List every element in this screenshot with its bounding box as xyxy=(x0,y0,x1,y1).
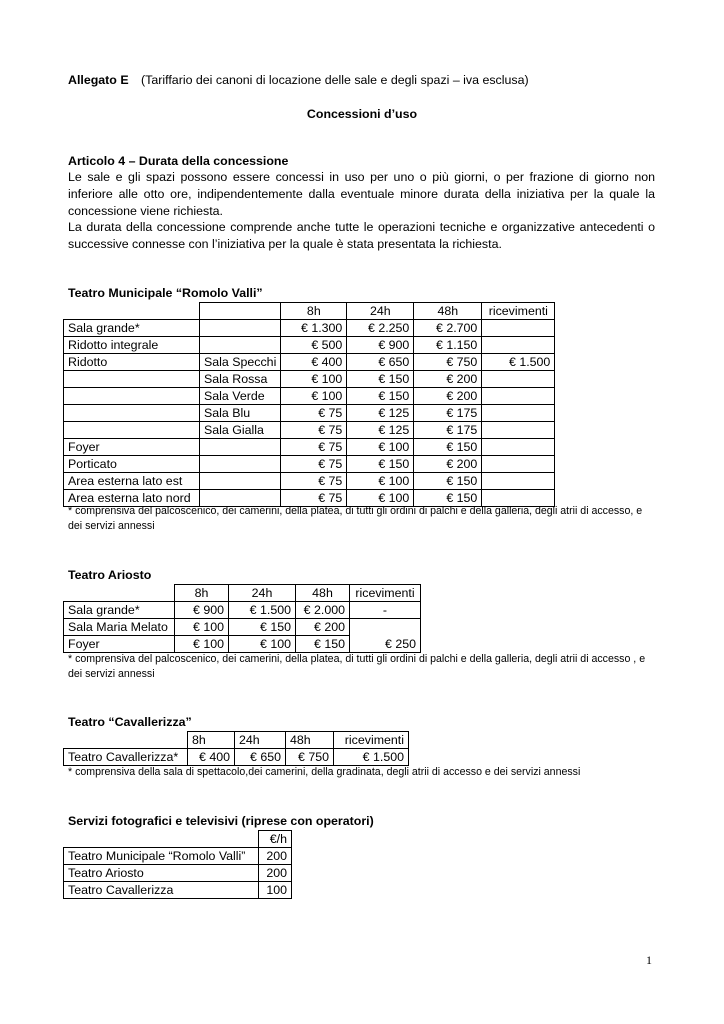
price-48h: € 150 xyxy=(414,439,482,456)
price-48h: € 150 xyxy=(414,490,482,507)
column-header: ricevimenti xyxy=(350,585,421,602)
room-name: Ridotto integrale xyxy=(64,337,200,354)
price-48h: € 2.000 xyxy=(296,602,350,619)
table-header-row xyxy=(64,585,421,602)
price-48h: € 750 xyxy=(286,749,334,766)
price-24h: € 650 xyxy=(347,354,414,371)
table-row xyxy=(64,848,292,865)
venue-name: Teatro Cavallerizza xyxy=(64,882,259,899)
price-48h: € 175 xyxy=(414,405,482,422)
page-number: 1 xyxy=(646,953,652,967)
room-name xyxy=(64,371,200,388)
article-paragraph-2: La durata della concessione comprende anche tutte le operazioni tecniche e organizzative antecedenti o successive connesse con l’iniziativa per la quale è stata presentata la richiesta. xyxy=(68,220,655,251)
table-row xyxy=(64,354,555,371)
room-name: Porticato xyxy=(64,456,200,473)
price-8h: € 75 xyxy=(281,422,347,439)
table-row xyxy=(64,619,421,636)
column-header: 8h xyxy=(281,303,347,320)
servizi-price-table xyxy=(63,830,292,899)
cavallerizza-footnote: * comprensiva della sala di spettacolo,dei camerini, della gradinata, degli atrii di accesso e dei servizi annessi xyxy=(68,766,581,778)
price-8h: € 75 xyxy=(281,405,347,422)
room-name: Sala grande* xyxy=(64,602,175,619)
price-24h: € 100 xyxy=(347,473,414,490)
venue-name: Teatro Municipale “Romolo Valli” xyxy=(64,848,259,865)
price-48h: € 200 xyxy=(414,456,482,473)
table-row xyxy=(64,456,555,473)
sub-room-name xyxy=(200,337,281,354)
sub-room-name xyxy=(200,320,281,337)
table-row xyxy=(64,422,555,439)
price-ricevimenti: - xyxy=(350,602,421,619)
room-name: Teatro Cavallerizza* xyxy=(64,749,188,766)
table-row xyxy=(64,882,292,899)
document-header xyxy=(68,73,529,87)
price-ricevimenti xyxy=(482,320,555,337)
price-48h: € 200 xyxy=(414,371,482,388)
sub-room-name: Sala Verde xyxy=(200,388,281,405)
table-row xyxy=(64,865,292,882)
table-row xyxy=(64,371,555,388)
price-24h: € 100 xyxy=(347,490,414,507)
room-name: Sala grande* xyxy=(64,320,200,337)
price-48h: € 150 xyxy=(414,473,482,490)
room-name: Ridotto xyxy=(64,354,200,371)
sub-room-name: Sala Blu xyxy=(200,405,281,422)
rate-value: 100 xyxy=(259,882,292,899)
ariosto-footnote: * comprensiva del palcoscenico, dei camerini, della platea, di tutti gli ordini di palchi e della galleria, degli atrii di accesso , e dei servizi annessi xyxy=(68,653,646,680)
price-48h: € 750 xyxy=(414,354,482,371)
price-24h: € 100 xyxy=(229,636,296,653)
price-24h: € 1.500 xyxy=(229,602,296,619)
price-24h: € 650 xyxy=(235,749,286,766)
article-heading: Articolo 4 – Durata della concessione xyxy=(68,154,289,168)
room-name xyxy=(64,405,200,422)
table-row xyxy=(64,439,555,456)
venue-name: Teatro Ariosto xyxy=(64,865,259,882)
price-ricevimenti: € 1.500 xyxy=(482,354,555,371)
price-24h: € 2.250 xyxy=(347,320,414,337)
column-header: ricevimenti xyxy=(334,732,409,749)
room-name: Area esterna lato est xyxy=(64,473,200,490)
empty-cell xyxy=(64,303,200,320)
price-ricevimenti: € 1.500 xyxy=(334,749,409,766)
price-24h: € 150 xyxy=(347,371,414,388)
table-header-row xyxy=(64,303,555,320)
sub-room-name xyxy=(200,456,281,473)
valli-footnote: * comprensiva del palcoscenico, dei camerini, della platea, di tutti gli ordini di palchi e della galleria, degli atrii di accesso, e dei servizi annessi xyxy=(68,505,643,532)
valli-price-table xyxy=(63,302,555,507)
column-header: 48h xyxy=(286,732,334,749)
price-48h: € 1.150 xyxy=(414,337,482,354)
price-48h: € 200 xyxy=(296,619,350,636)
ariosto-title: Teatro Ariosto xyxy=(68,568,152,582)
table-row xyxy=(64,602,421,619)
room-name: Area esterna lato nord xyxy=(64,490,200,507)
price-8h: € 75 xyxy=(281,456,347,473)
price-8h: € 900 xyxy=(175,602,229,619)
empty-cell xyxy=(64,585,175,602)
price-48h: € 200 xyxy=(414,388,482,405)
column-header: 24h xyxy=(235,732,286,749)
price-48h: € 175 xyxy=(414,422,482,439)
servizi-title: Servizi fotografici e televisivi (riprese con operatori) xyxy=(68,814,374,828)
annex-title: Allegato E xyxy=(68,73,129,87)
price-8h: € 100 xyxy=(281,388,347,405)
cavallerizza-title: Teatro “Cavallerizza” xyxy=(68,715,192,729)
ariosto-price-table xyxy=(63,584,421,653)
column-header: 24h xyxy=(347,303,414,320)
table-row xyxy=(64,749,409,766)
sub-room-name xyxy=(200,439,281,456)
table-header-row xyxy=(64,831,292,848)
column-header: 8h xyxy=(175,585,229,602)
table-row xyxy=(64,388,555,405)
annex-subtitle: (Tariffario dei canoni di locazione delle sale e degli spazi – iva esclusa) xyxy=(141,73,529,87)
room-name: Sala Maria Melato xyxy=(64,619,175,636)
price-ricevimenti xyxy=(482,439,555,456)
valli-title: Teatro Municipale “Romolo Valli” xyxy=(68,286,263,300)
price-8h: € 100 xyxy=(175,636,229,653)
table-row xyxy=(64,405,555,422)
price-8h: € 75 xyxy=(281,439,347,456)
article-paragraph-1: Le sale e gli spazi possono essere concessi in uso per uno o più giorni, o per frazione di giorno non inferiore alle otto ore, indipendentemente dalla eventuale minore durata della iniziativa per la quale la concessione viene richiesta. xyxy=(68,170,655,218)
price-24h: € 150 xyxy=(347,388,414,405)
cavallerizza-price-table xyxy=(63,731,409,766)
price-24h: € 100 xyxy=(347,439,414,456)
price-8h: € 400 xyxy=(281,354,347,371)
price-ricevimenti xyxy=(482,473,555,490)
table-row xyxy=(64,473,555,490)
sub-room-name: Sala Gialla xyxy=(200,422,281,439)
room-name: Foyer xyxy=(64,439,200,456)
column-header: 48h xyxy=(296,585,350,602)
empty-cell xyxy=(200,303,281,320)
table-row xyxy=(64,320,555,337)
price-ricevimenti xyxy=(482,337,555,354)
room-name xyxy=(64,422,200,439)
price-48h: € 2.700 xyxy=(414,320,482,337)
column-header: 48h xyxy=(414,303,482,320)
price-ricevimenti xyxy=(482,456,555,473)
sub-room-name: Sala Specchi xyxy=(200,354,281,371)
price-24h: € 125 xyxy=(347,405,414,422)
price-ricevimenti xyxy=(482,405,555,422)
price-8h: € 100 xyxy=(281,371,347,388)
price-ricevimenti xyxy=(482,422,555,439)
price-8h: € 500 xyxy=(281,337,347,354)
empty-cell xyxy=(64,732,188,749)
room-name: Foyer xyxy=(64,636,175,653)
price-8h: € 100 xyxy=(175,619,229,636)
price-ricevimenti: € 250 xyxy=(350,619,421,653)
empty-cell xyxy=(64,831,259,848)
column-header: 8h xyxy=(188,732,235,749)
price-8h: € 1.300 xyxy=(281,320,347,337)
price-ricevimenti xyxy=(482,371,555,388)
table-header-row xyxy=(64,732,409,749)
sub-room-name: Sala Rossa xyxy=(200,371,281,388)
section-title: Concessioni d’uso xyxy=(306,107,418,121)
price-48h: € 150 xyxy=(296,636,350,653)
price-24h: € 900 xyxy=(347,337,414,354)
price-24h: € 150 xyxy=(229,619,296,636)
table-row xyxy=(64,337,555,354)
price-24h: € 125 xyxy=(347,422,414,439)
price-8h: € 75 xyxy=(281,473,347,490)
column-header: ricevimenti xyxy=(482,303,555,320)
column-header: €/h xyxy=(259,831,292,848)
column-header: 24h xyxy=(229,585,296,602)
sub-room-name xyxy=(200,473,281,490)
rate-value: 200 xyxy=(259,848,292,865)
price-8h: € 75 xyxy=(281,490,347,507)
rate-value: 200 xyxy=(259,865,292,882)
price-24h: € 150 xyxy=(347,456,414,473)
price-ricevimenti xyxy=(482,388,555,405)
price-8h: € 400 xyxy=(188,749,235,766)
room-name xyxy=(64,388,200,405)
